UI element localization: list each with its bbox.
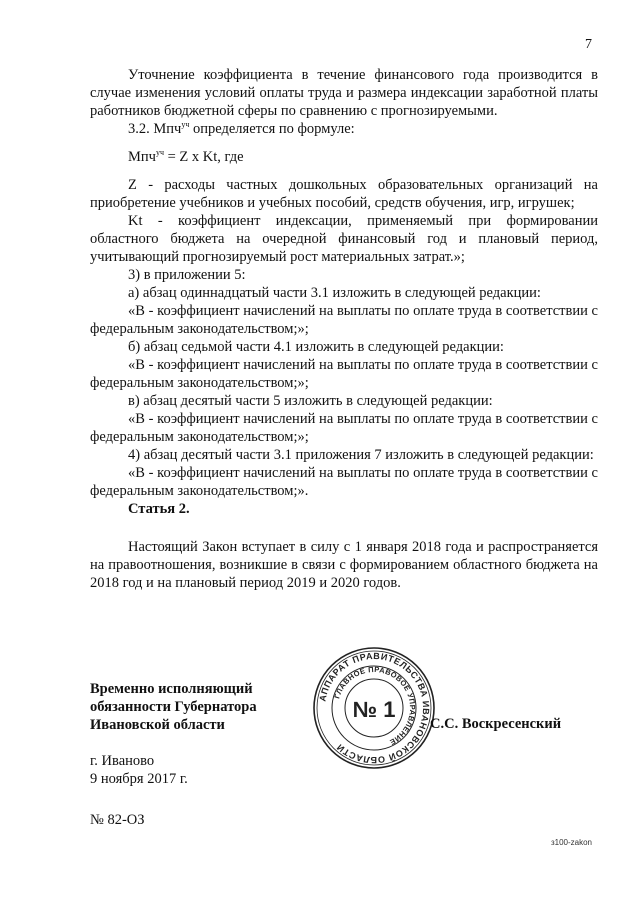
signatory-title-line-2: обязанности Губернатора: [90, 699, 257, 715]
paragraph-z-definition: Z - расходы частных дошкольных образовательных организаций на приобретение учебников и учебных пособий, средств обучения, игр, игрушек;: [90, 177, 598, 211]
place-and-date: [90, 752, 188, 788]
paragraph-item-b: б) абзац седьмой части 4.1 изложить в следующей редакции:: [128, 339, 504, 355]
formula-intro-text-end: определяется по формуле:: [189, 121, 355, 137]
formula-superscript: уч: [155, 148, 164, 158]
paragraph-item-a-text: «В - коэффициент начислений на выплаты по оплате труда в соответствии с федеральным законодательством;»;: [90, 303, 598, 337]
seal-outer-text: АППАРАТ ПРАВИТЕЛЬСТВА ИВАНОВСКОЙ ОБЛАСТИ: [317, 650, 432, 766]
paragraph-item-a: а) абзац одиннадцатый части 3.1 изложить в следующей редакции:: [128, 285, 541, 301]
paragraph-kt-definition: Kt - коэффициент индексации, применяемый при формировании областного бюджета на очередной финансовый год и плановый период, учитывающий прогнозируемый рост материальных затрат.»;: [90, 213, 598, 265]
paragraph-item-b-text: «В - коэффициент начислений на выплаты по оплате труда в соответствии с федеральным законодательством;»;: [90, 357, 598, 391]
signer-name: С.С. Воскресенский: [430, 716, 562, 732]
paragraph-item-4: 4) абзац десятый части 3.1 приложения 7 изложить в следующей редакции:: [128, 447, 594, 463]
document-body: [90, 66, 598, 592]
paragraph-coefficient-adjustment: Уточнение коэффициента в течение финансового года производится в случае изменения условий оплаты труда и размера индексации заработной платы работников бюджетной сферы по сравнению с прогнозируемыми.: [90, 67, 598, 119]
page-number: 7: [585, 37, 592, 52]
formula: [90, 148, 598, 166]
signatory-title: [90, 680, 257, 734]
formula-rhs: = Z x Kt, где: [163, 149, 244, 165]
paragraph-item-c-text: «В - коэффициент начислений на выплаты по оплате труда в соответствии с федеральным законодательством;»;: [90, 411, 598, 445]
paragraph-appendix-5: 3) в приложении 5:: [128, 267, 246, 283]
paragraph-item-4-text: «В - коэффициент начислений на выплаты по оплате труда в соответствии с федеральным законодательством;».: [90, 465, 598, 499]
signatory-title-line-3: Ивановской области: [90, 717, 225, 733]
signing-place: г. Иваново: [90, 753, 155, 769]
law-number: № 82-ОЗ: [90, 812, 145, 828]
paragraph-item-c: в) абзац десятый части 5 изложить в следующей редакции:: [128, 393, 493, 409]
article-2-heading: Статья 2.: [128, 501, 190, 517]
formula-intro-text: 3.2. Мпч: [128, 121, 182, 137]
signing-date: 9 ноября 2017 г.: [90, 771, 188, 787]
official-seal: [312, 646, 436, 770]
paragraph-effective-date: Настоящий Закон вступает в силу с 1 января 2018 года и распространяется на правоотношения, возникшие в связи с формированием областного бюджета на 2018 год и на плановый период 2019 и 2020 годов.: [90, 539, 598, 591]
seal-number: № 1: [352, 697, 396, 722]
formula-lhs: Мпч: [128, 149, 156, 165]
document-code: з100-zakon: [550, 838, 592, 847]
signatory-title-line-1: Временно исполняющий: [90, 681, 253, 697]
seal-inner-text: ГЛАВНОЕ ПРАВОВОЕ УПРАВЛЕНИЕ: [332, 664, 418, 747]
superscript: уч: [181, 120, 190, 130]
paragraph-formula-intro: [90, 120, 598, 138]
